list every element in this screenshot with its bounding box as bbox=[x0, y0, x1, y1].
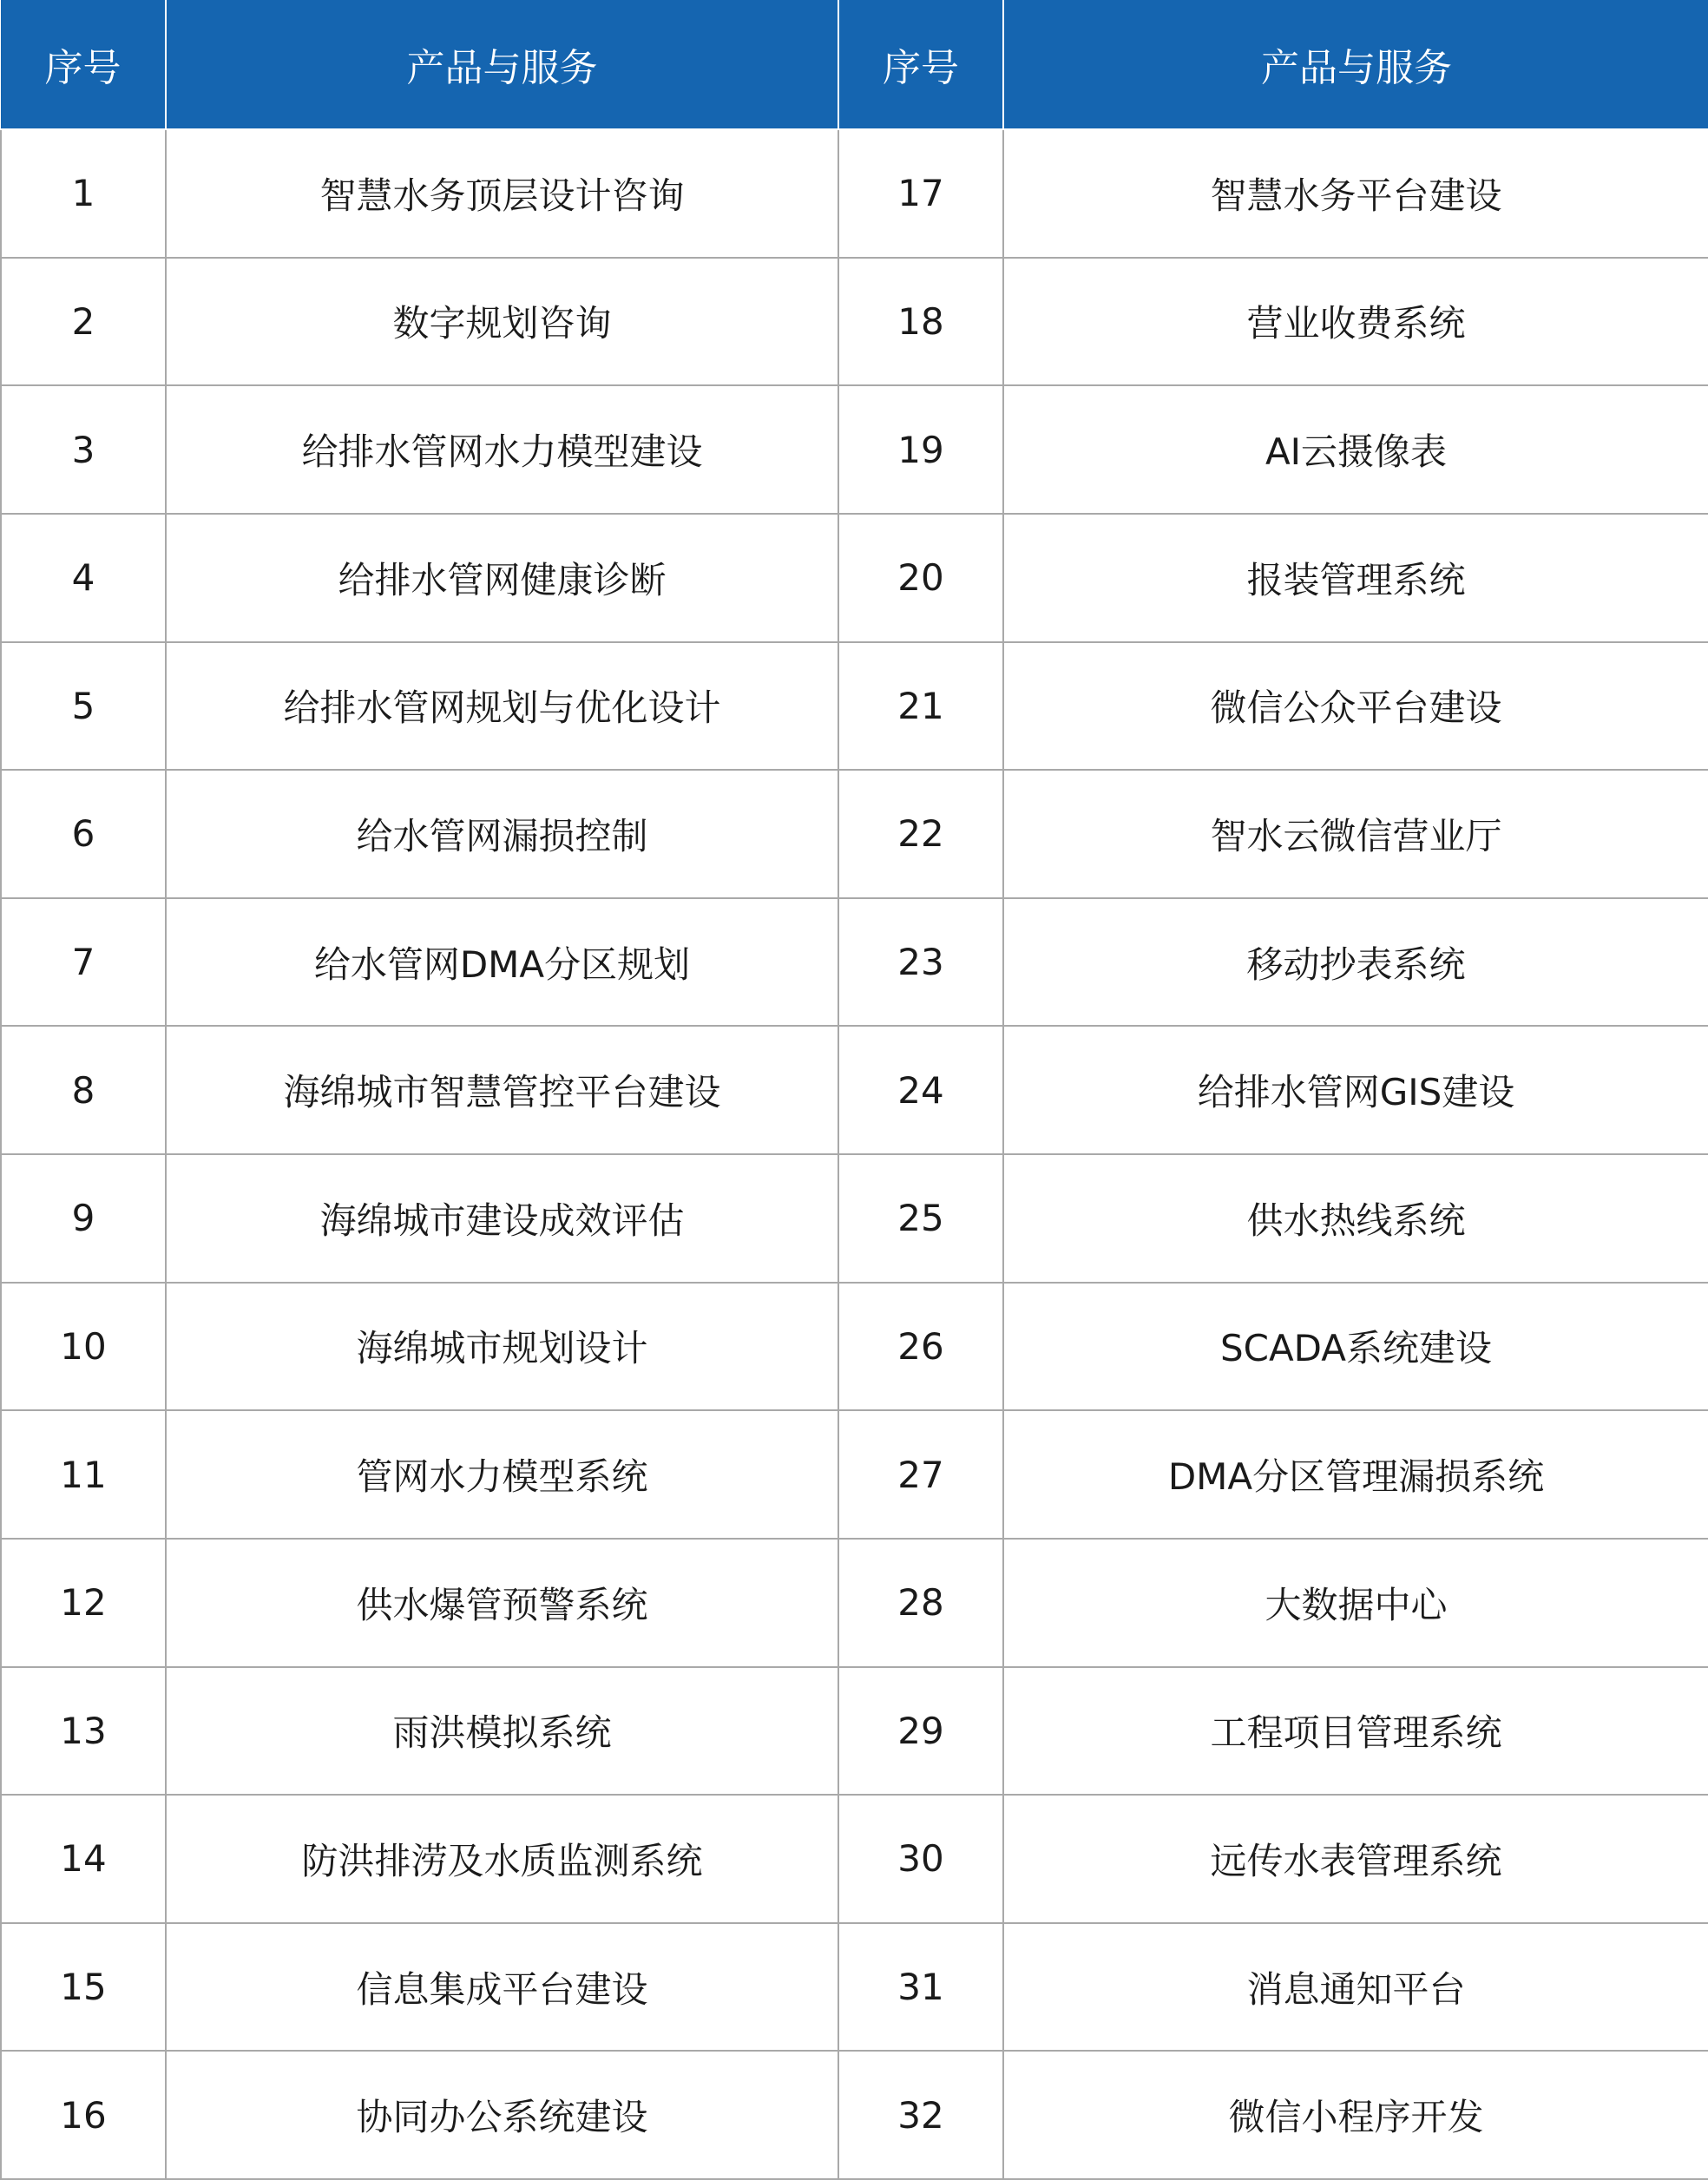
table-header bbox=[1, 0, 1708, 129]
row-product-left: 给排水管网健康诊断 bbox=[166, 514, 838, 642]
table-row bbox=[1, 1795, 1708, 1923]
row-product-left: 海绵城市规划设计 bbox=[166, 1283, 838, 1411]
table-row bbox=[1, 385, 1708, 514]
row-no-right: 31 bbox=[838, 1923, 1003, 2052]
header-no-left: 序号 bbox=[1, 0, 166, 129]
row-no-right: 20 bbox=[838, 514, 1003, 642]
row-no-left: 12 bbox=[1, 1539, 166, 1667]
row-no-right: 18 bbox=[838, 258, 1003, 386]
row-product-left: 管网水力模型系统 bbox=[166, 1410, 838, 1539]
table-row bbox=[1, 1539, 1708, 1667]
row-product-right: 营业收费系统 bbox=[1003, 258, 1708, 386]
row-no-right: 22 bbox=[838, 770, 1003, 898]
row-no-left: 5 bbox=[1, 642, 166, 771]
row-product-left: 海绵城市建设成效评估 bbox=[166, 1154, 838, 1283]
table-row bbox=[1, 642, 1708, 771]
row-no-right: 27 bbox=[838, 1410, 1003, 1539]
row-product-right: 移动抄表系统 bbox=[1003, 898, 1708, 1027]
table-row bbox=[1, 2051, 1708, 2179]
row-no-left: 15 bbox=[1, 1923, 166, 2052]
row-no-left: 2 bbox=[1, 258, 166, 386]
row-no-left: 1 bbox=[1, 129, 166, 258]
row-no-right: 24 bbox=[838, 1026, 1003, 1154]
table-row bbox=[1, 1154, 1708, 1283]
table-row bbox=[1, 1026, 1708, 1154]
row-no-left: 11 bbox=[1, 1410, 166, 1539]
row-product-right: 微信小程序开发 bbox=[1003, 2051, 1708, 2179]
row-product-right: 报装管理系统 bbox=[1003, 514, 1708, 642]
table-row bbox=[1, 129, 1708, 258]
table-row bbox=[1, 258, 1708, 386]
table-row bbox=[1, 1923, 1708, 2052]
row-product-right: AI云摄像表 bbox=[1003, 385, 1708, 514]
row-product-left: 雨洪模拟系统 bbox=[166, 1667, 838, 1796]
row-product-left: 给排水管网水力模型建设 bbox=[166, 385, 838, 514]
table-row bbox=[1, 770, 1708, 898]
row-product-right: 智水云微信营业厅 bbox=[1003, 770, 1708, 898]
header-row bbox=[1, 0, 1708, 129]
row-no-right: 26 bbox=[838, 1283, 1003, 1411]
header-product-left: 产品与服务 bbox=[166, 0, 838, 129]
header-no-right: 序号 bbox=[838, 0, 1003, 129]
row-no-left: 9 bbox=[1, 1154, 166, 1283]
row-no-right: 17 bbox=[838, 129, 1003, 258]
row-product-left: 给排水管网规划与优化设计 bbox=[166, 642, 838, 771]
row-product-left: 数字规划咨询 bbox=[166, 258, 838, 386]
row-no-left: 16 bbox=[1, 2051, 166, 2179]
table-row bbox=[1, 898, 1708, 1027]
row-product-right: 消息通知平台 bbox=[1003, 1923, 1708, 2052]
row-product-left: 智慧水务顶层设计咨询 bbox=[166, 129, 838, 258]
row-no-left: 8 bbox=[1, 1026, 166, 1154]
row-no-left: 4 bbox=[1, 514, 166, 642]
row-no-right: 29 bbox=[838, 1667, 1003, 1796]
row-no-left: 7 bbox=[1, 898, 166, 1027]
table-row bbox=[1, 514, 1708, 642]
row-product-left: 信息集成平台建设 bbox=[166, 1923, 838, 2052]
row-no-right: 19 bbox=[838, 385, 1003, 514]
row-product-left: 防洪排涝及水质监测系统 bbox=[166, 1795, 838, 1923]
row-product-right: SCADA系统建设 bbox=[1003, 1283, 1708, 1411]
row-product-right: DMA分区管理漏损系统 bbox=[1003, 1410, 1708, 1539]
row-product-right: 远传水表管理系统 bbox=[1003, 1795, 1708, 1923]
row-product-right: 给排水管网GIS建设 bbox=[1003, 1026, 1708, 1154]
table-body bbox=[1, 129, 1708, 2179]
row-no-left: 13 bbox=[1, 1667, 166, 1796]
row-product-right: 工程项目管理系统 bbox=[1003, 1667, 1708, 1796]
row-product-right: 智慧水务平台建设 bbox=[1003, 129, 1708, 258]
row-product-left: 协同办公系统建设 bbox=[166, 2051, 838, 2179]
row-product-right: 供水热线系统 bbox=[1003, 1154, 1708, 1283]
table-row bbox=[1, 1667, 1708, 1796]
row-no-right: 25 bbox=[838, 1154, 1003, 1283]
row-product-left: 供水爆管预警系统 bbox=[166, 1539, 838, 1667]
row-no-right: 28 bbox=[838, 1539, 1003, 1667]
row-no-left: 10 bbox=[1, 1283, 166, 1411]
row-product-right: 大数据中心 bbox=[1003, 1539, 1708, 1667]
table-row bbox=[1, 1283, 1708, 1411]
row-no-left: 6 bbox=[1, 770, 166, 898]
table-row bbox=[1, 1410, 1708, 1539]
row-product-left: 海绵城市智慧管控平台建设 bbox=[166, 1026, 838, 1154]
row-no-right: 23 bbox=[838, 898, 1003, 1027]
row-no-left: 14 bbox=[1, 1795, 166, 1923]
row-product-right: 微信公众平台建设 bbox=[1003, 642, 1708, 771]
row-no-right: 32 bbox=[838, 2051, 1003, 2179]
row-no-right: 21 bbox=[838, 642, 1003, 771]
header-product-right: 产品与服务 bbox=[1003, 0, 1708, 129]
row-no-left: 3 bbox=[1, 385, 166, 514]
row-product-left: 给水管网漏损控制 bbox=[166, 770, 838, 898]
row-no-right: 30 bbox=[838, 1795, 1003, 1923]
row-product-left: 给水管网DMA分区规划 bbox=[166, 898, 838, 1027]
